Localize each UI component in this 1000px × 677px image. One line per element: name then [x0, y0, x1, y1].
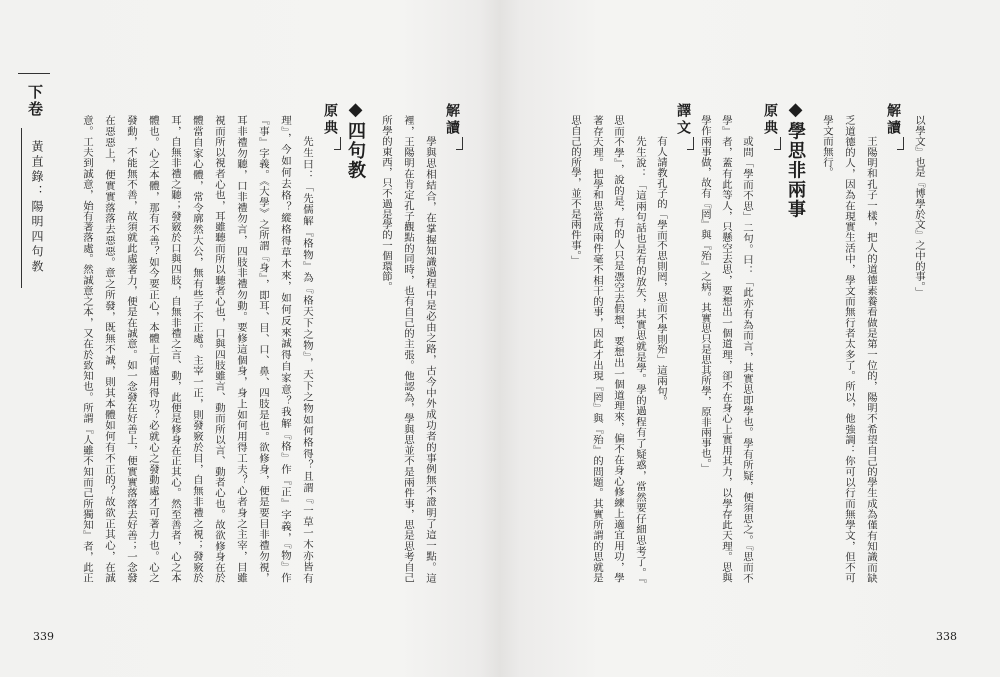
- commentary-line: 裡，王陽明在肯定孔子觀點的同時，也有自己的主張。他認為，學與思並不是兩件事，思是思考自己: [402, 115, 414, 583]
- original-text-line: 意。工夫到誠意，始有著落處。然誠意之本，又在於致知也。所謂『人雖不知而己所獨知』者，此正: [81, 115, 93, 583]
- original-text-line: 先生曰：「先儒解『格物』為『格天下之物』，天下之物如何格得？且謂『一草一木亦皆有: [301, 135, 313, 583]
- original-text-heading: [762, 103, 778, 137]
- original-text-heading-text: 原典: [322, 103, 338, 137]
- running-head-side-rule: [21, 128, 22, 288]
- commentary-heading: [444, 103, 460, 137]
- heading-bracket: [897, 137, 904, 150]
- section-title: ◆四句教: [345, 99, 366, 180]
- original-text-line: 體當自家心體，常令廓然大公，無有些子不正處。主宰一正，則發竅於目，自無非禮之視；發竅於: [191, 115, 203, 583]
- commentary-line: 王陽明和孔子一樣，把人的道德素養看做是第一位的，陽明不希望自己的學生成為僅有知識而缺: [865, 135, 877, 583]
- original-text-line: 體也。心之本體，那有不善？如今要正心，本體上何處用得功？必就心之發動處才可著力也。心之: [147, 115, 159, 583]
- translation-line: 先生說：「這兩句話也是有的放矢，其實思就是學。學的過程有了疑惑，當然要仔細思考了。『: [634, 135, 646, 583]
- commentary-heading: [885, 103, 901, 137]
- commentary-line: 所學的東西，只不過是學的一個環節。: [380, 115, 392, 292]
- original-text-line: 耳非禮勿聽，口非禮勿言，四肢非禮勿動。要修這個身，身上如何用得工夫？心者身之主宰，目雖: [235, 115, 247, 583]
- page-number: 338: [936, 630, 957, 643]
- commentary-heading-text: 解讀: [885, 103, 901, 137]
- page-number: 339: [33, 630, 54, 643]
- continued-text-line: 以學文』也是『博學於文』之中的事。」: [913, 115, 925, 297]
- original-text-line: 理』，今如何去格？縱格得草木來，如何反來誠得自家意？我解『格』作『正』字義，『物』作: [279, 115, 291, 583]
- translation-line: 思而不學』，說的是，有的人只是憑空去假想，要想出一個道理來，偏不在身心修練上適宜用功，學: [612, 115, 624, 583]
- translation-heading: [675, 103, 691, 137]
- commentary-heading-text: 解讀: [444, 103, 460, 137]
- running-head-chapter: 黃直錄：陽明四句教: [30, 140, 44, 275]
- heading-bracket: [687, 137, 694, 150]
- original-text-line: 在惡惡上，便實實落落去惡惡。意之所發，既無不誠，則其本體如何有不正的？故欲正其心，在誠: [103, 115, 115, 583]
- section-title: ◆學思非兩事: [785, 99, 806, 219]
- running-head-volume: 下卷: [26, 84, 44, 118]
- original-text-line: 『事』字義。《大學》之所謂『身』，即耳、目、口、鼻、四肢是也。欲修身，便是要目非禮勿視，: [257, 115, 269, 583]
- translation-line: 有人請教孔子的「學而不思則罔，思而不學則殆」這兩句。: [655, 135, 667, 407]
- original-text-heading-text: 原典: [762, 103, 778, 137]
- original-text-line: 發動，不能無不善，故須就此處著力，便是在誠意。如一念發在好善上，便實實落落去好善；一念發: [125, 115, 137, 583]
- translation-line: 思自己的所學，並不是兩件事。」: [569, 115, 581, 266]
- commentary-line: 學與思相結合，在掌握知識過程中是必由之路，古今中外成功者的事例無不證明了這一點。這: [424, 135, 436, 583]
- commentary-line: 學文而無行。: [821, 115, 833, 178]
- original-text-line: 學作兩事做，故有『罔』與『殆』之病。其實思只是思其所學，原非兩事也。」: [699, 115, 711, 474]
- heading-bracket: [774, 137, 781, 150]
- right-page: [500, 0, 1000, 677]
- original-text-line: 視而所以視者心也，耳雖聽而所以聽者心也，口與四肢雖言、動而所以言、動者心也。故欲修身在於: [213, 115, 225, 583]
- commentary-line: 乏道德的人，因為在現實生活中，學文而無行者太多了。所以，他強調：你可以行而無學文，但不可: [843, 115, 855, 583]
- original-text-line: 或問「學而不思」二句。曰：「此亦有為而言，其實思即學也。學有所疑，便須思之。『思而不: [741, 135, 753, 583]
- heading-bracket: [456, 137, 463, 150]
- running-head-rule: [18, 73, 50, 74]
- original-text-line: 學』者，蓋有此等人，只懸空去思，要想出一個道理，卻不在身心上實用其力，以學存此天理。思與: [720, 115, 732, 583]
- translation-line: 著存天理。把學和思當成兩件毫不相干的事，因此才出現『罔』與『殆』的問題。其實所謂的思就是: [591, 115, 603, 583]
- heading-bracket: [334, 137, 341, 150]
- original-text-line: 耳，自無非禮之聽；發竅於口與四肢，自無非禮之言、動，此便是修身在正其心。然至善者，心之本: [169, 115, 181, 583]
- translation-heading-text: 譯文: [675, 103, 691, 137]
- original-text-heading: [322, 103, 338, 137]
